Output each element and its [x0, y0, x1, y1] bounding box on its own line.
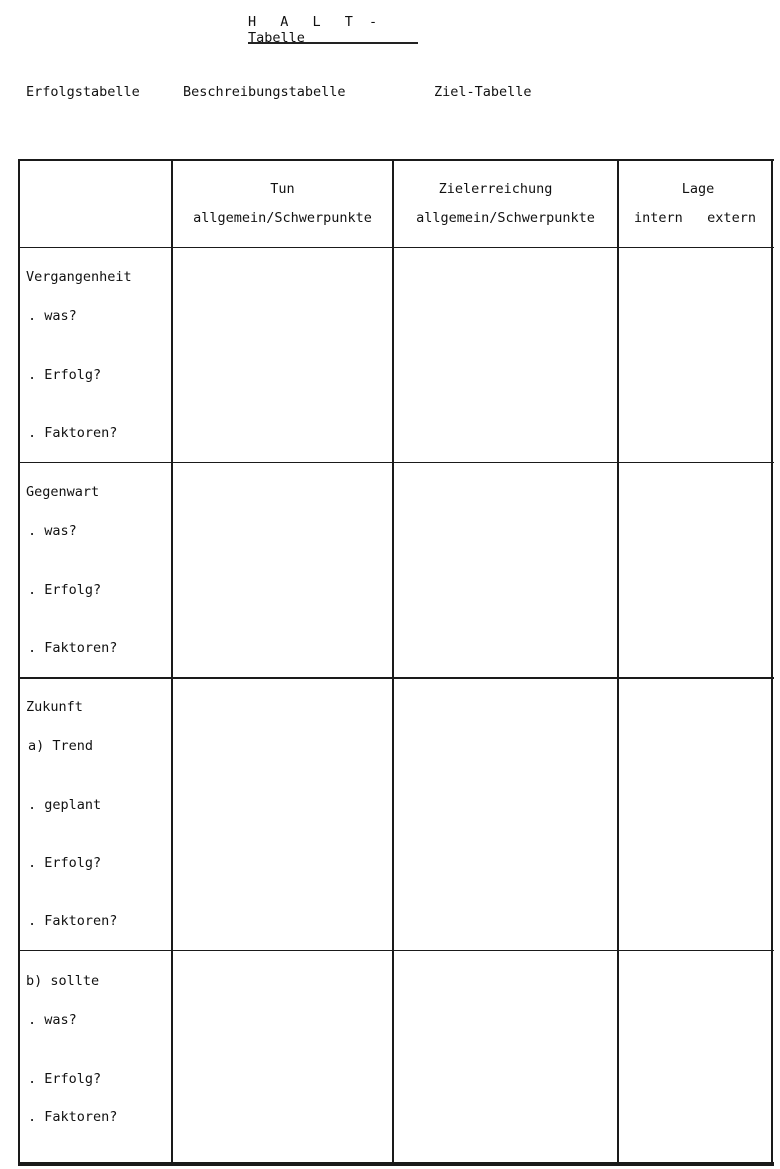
table-border-left — [18, 159, 20, 1165]
row-sollte-item: . was? — [28, 1012, 77, 1028]
row-vergangenheit-item: . Faktoren? — [28, 425, 118, 441]
row-sollte-item: . Erfolg? — [28, 1071, 102, 1087]
page-title — [248, 14, 418, 44]
row-zukunft-item: . Faktoren? — [28, 913, 118, 929]
row-vergangenheit-item: . was? — [28, 308, 77, 324]
row-vergangenheit-item: . Erfolg? — [28, 367, 102, 383]
table-divider-header — [18, 247, 774, 248]
table-border-bottom — [18, 1162, 774, 1166]
subtitle-erfolgstabelle: Erfolgstabelle — [26, 84, 140, 100]
row-gegenwart-item: . Faktoren? — [28, 640, 118, 656]
title-main: H A L T — [248, 14, 361, 30]
row-gegenwart-item: . was? — [28, 523, 77, 539]
header-zielerreichung-line2: allgemein/Schwerpunkte — [416, 210, 595, 226]
header-lage-line2: intern extern — [634, 210, 756, 226]
title-suffix: - Tabelle — [248, 14, 378, 46]
row-sollte-heading: b) sollte — [26, 973, 100, 989]
header-lage — [619, 175, 771, 233]
table-divider-row-2 — [18, 677, 774, 679]
header-tun-line1: Tun — [270, 181, 295, 197]
table-border-right — [771, 159, 773, 1165]
row-zukunft-item: . Erfolg? — [28, 855, 102, 871]
row-gegenwart-heading: Gegenwart — [26, 484, 100, 500]
row-sollte-item: . Faktoren? — [28, 1109, 118, 1125]
header-zielerreichung — [394, 175, 617, 233]
subtitle-beschreibungstabelle: Beschreibungstabelle — [183, 84, 346, 100]
row-zukunft-item: . geplant — [28, 797, 102, 813]
header-lage-line1: Lage — [681, 181, 715, 197]
table-border-top — [18, 159, 774, 161]
row-zukunft-heading: Zukunft — [26, 699, 83, 715]
table-col-divider-2 — [392, 159, 394, 1165]
row-zukunft-item: a) Trend — [28, 738, 94, 754]
table-divider-row-3 — [18, 950, 774, 951]
table-col-divider-1 — [171, 159, 173, 1165]
row-vergangenheit-heading: Vergangenheit — [26, 269, 132, 285]
header-tun — [173, 175, 392, 233]
header-zielerreichung-line1: Zielerreichung — [438, 181, 553, 197]
subtitle-ziel-tabelle: Ziel-Tabelle — [434, 84, 532, 100]
header-tun-line2: allgemein/Schwerpunkte — [193, 210, 372, 226]
table-divider-row-1 — [18, 462, 774, 463]
row-gegenwart-item: . Erfolg? — [28, 582, 102, 598]
table-col-divider-3 — [617, 159, 619, 1165]
